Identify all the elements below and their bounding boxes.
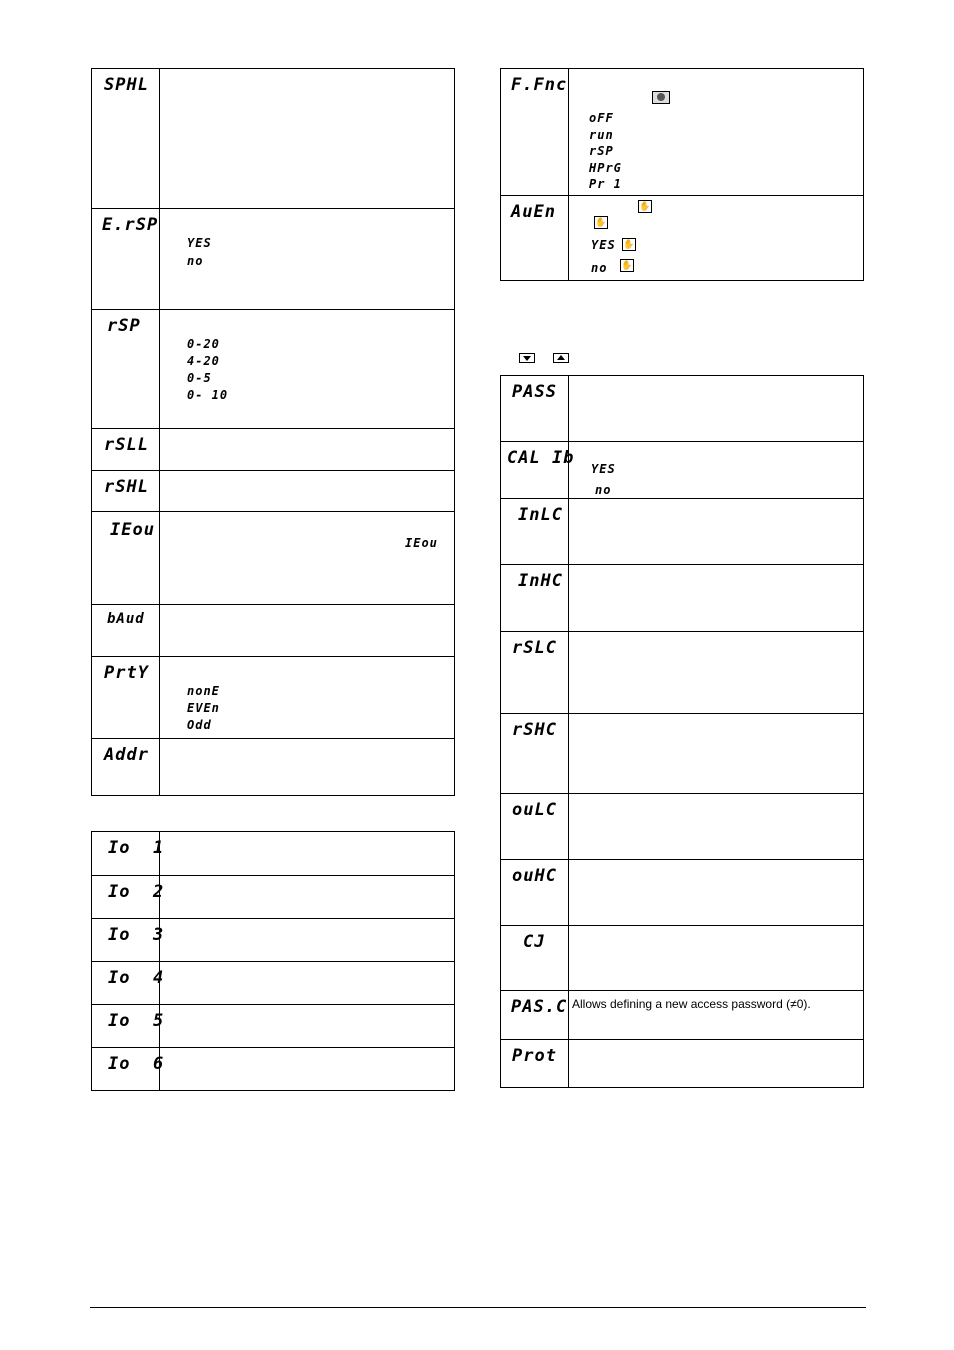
option-value: YES bbox=[591, 462, 616, 476]
manual-hand-icon: ✋ bbox=[623, 239, 635, 249]
table-row bbox=[501, 713, 863, 794]
table-row bbox=[92, 832, 454, 876]
table-row bbox=[92, 918, 454, 962]
table-row bbox=[501, 498, 863, 565]
parameter-code: E.rSP bbox=[102, 215, 159, 235]
right-parameter-table-2 bbox=[500, 375, 864, 1088]
option-value: YES bbox=[187, 236, 212, 250]
table-row bbox=[92, 470, 454, 512]
table-row bbox=[92, 428, 454, 471]
table-row bbox=[92, 511, 454, 605]
parameter-code: rSHL bbox=[104, 477, 149, 497]
parameter-code: F.Fnc bbox=[511, 75, 568, 95]
table-row bbox=[92, 875, 454, 919]
parameter-code: PAS.C bbox=[511, 997, 568, 1017]
option-value: 0- 10 bbox=[187, 388, 229, 402]
parameter-code: rSLC bbox=[512, 638, 557, 658]
parameter-code: Io 3 bbox=[108, 925, 165, 945]
parameter-code: InHC bbox=[518, 571, 563, 591]
parameter-code: CJ bbox=[523, 932, 546, 952]
parameter-code: InLC bbox=[518, 505, 563, 525]
option-value: 0-5 bbox=[187, 371, 212, 385]
parameter-code: Io 1 bbox=[108, 838, 165, 858]
table-row bbox=[92, 656, 454, 739]
parameter-code: ouLC bbox=[512, 800, 557, 820]
parameter-code: ouHC bbox=[512, 866, 557, 886]
manual-hand-icon: ✋ bbox=[621, 260, 633, 270]
table-row bbox=[92, 604, 454, 657]
parameter-code: AuEn bbox=[511, 202, 556, 222]
down-arrow-key-icon bbox=[519, 353, 535, 363]
parameter-description: Allows defining a new access password (≠0). bbox=[572, 997, 811, 1011]
parameter-code: rSHC bbox=[512, 720, 557, 740]
option-value: oFF bbox=[589, 111, 614, 125]
footer-divider bbox=[90, 1307, 866, 1308]
f-key-icon bbox=[652, 91, 670, 104]
option-value: rSP bbox=[589, 144, 614, 158]
parameter-code: rSLL bbox=[104, 435, 149, 455]
option-value: no bbox=[595, 483, 612, 497]
table-row bbox=[501, 925, 863, 991]
parameter-code: rSP bbox=[107, 316, 141, 336]
parameter-code: IEou bbox=[110, 520, 155, 540]
option-value: run bbox=[589, 128, 614, 142]
right-parameter-table-1 bbox=[500, 68, 864, 281]
table-row bbox=[92, 309, 454, 429]
parameter-code: CAL Ib bbox=[507, 448, 575, 468]
table-row bbox=[92, 738, 454, 796]
manual-hand-icon: ✋ bbox=[639, 201, 651, 211]
option-value: 0-20 bbox=[187, 337, 220, 351]
table-row bbox=[501, 441, 863, 499]
table-row bbox=[501, 1039, 863, 1088]
manual-hand-icon: ✋ bbox=[595, 217, 607, 227]
parameter-code: Prot bbox=[512, 1046, 557, 1066]
parameter-code: PASS bbox=[512, 382, 557, 402]
option-value: HPrG bbox=[589, 161, 622, 175]
parameter-code: bAud bbox=[107, 611, 145, 627]
option-value: nonE bbox=[187, 684, 220, 698]
parameter-code: Io 5 bbox=[108, 1011, 165, 1031]
option-value: no bbox=[187, 254, 204, 268]
table-row bbox=[501, 69, 863, 196]
table-row bbox=[501, 376, 863, 442]
table-row bbox=[501, 631, 863, 714]
up-arrow-key-icon bbox=[553, 353, 569, 363]
table-row bbox=[501, 990, 863, 1040]
table-row bbox=[501, 859, 863, 926]
parameter-code: PrtY bbox=[104, 663, 149, 683]
parameter-code: Addr bbox=[104, 745, 149, 765]
left-parameter-table-2 bbox=[91, 831, 455, 1091]
table-row bbox=[501, 564, 863, 632]
table-row bbox=[92, 1047, 454, 1091]
table-row bbox=[92, 961, 454, 1005]
option-value: no bbox=[591, 261, 608, 275]
table-row bbox=[92, 208, 454, 310]
parameter-code: Io 2 bbox=[108, 882, 165, 902]
option-value: YES bbox=[591, 238, 616, 252]
option-value: Odd bbox=[187, 718, 212, 732]
inline-parameter-code: IEou bbox=[405, 536, 438, 550]
option-value: EVEn bbox=[187, 701, 220, 715]
option-value: Pr 1 bbox=[589, 177, 622, 191]
table-row bbox=[92, 1004, 454, 1048]
parameter-code: Io 6 bbox=[108, 1054, 165, 1074]
parameter-code: Io 4 bbox=[108, 968, 165, 988]
option-value: 4-20 bbox=[187, 354, 220, 368]
parameter-code: SPHL bbox=[104, 75, 149, 95]
table-row bbox=[501, 793, 863, 860]
left-parameter-table-1 bbox=[91, 68, 455, 796]
table-row bbox=[501, 195, 863, 281]
table-row bbox=[92, 69, 454, 209]
